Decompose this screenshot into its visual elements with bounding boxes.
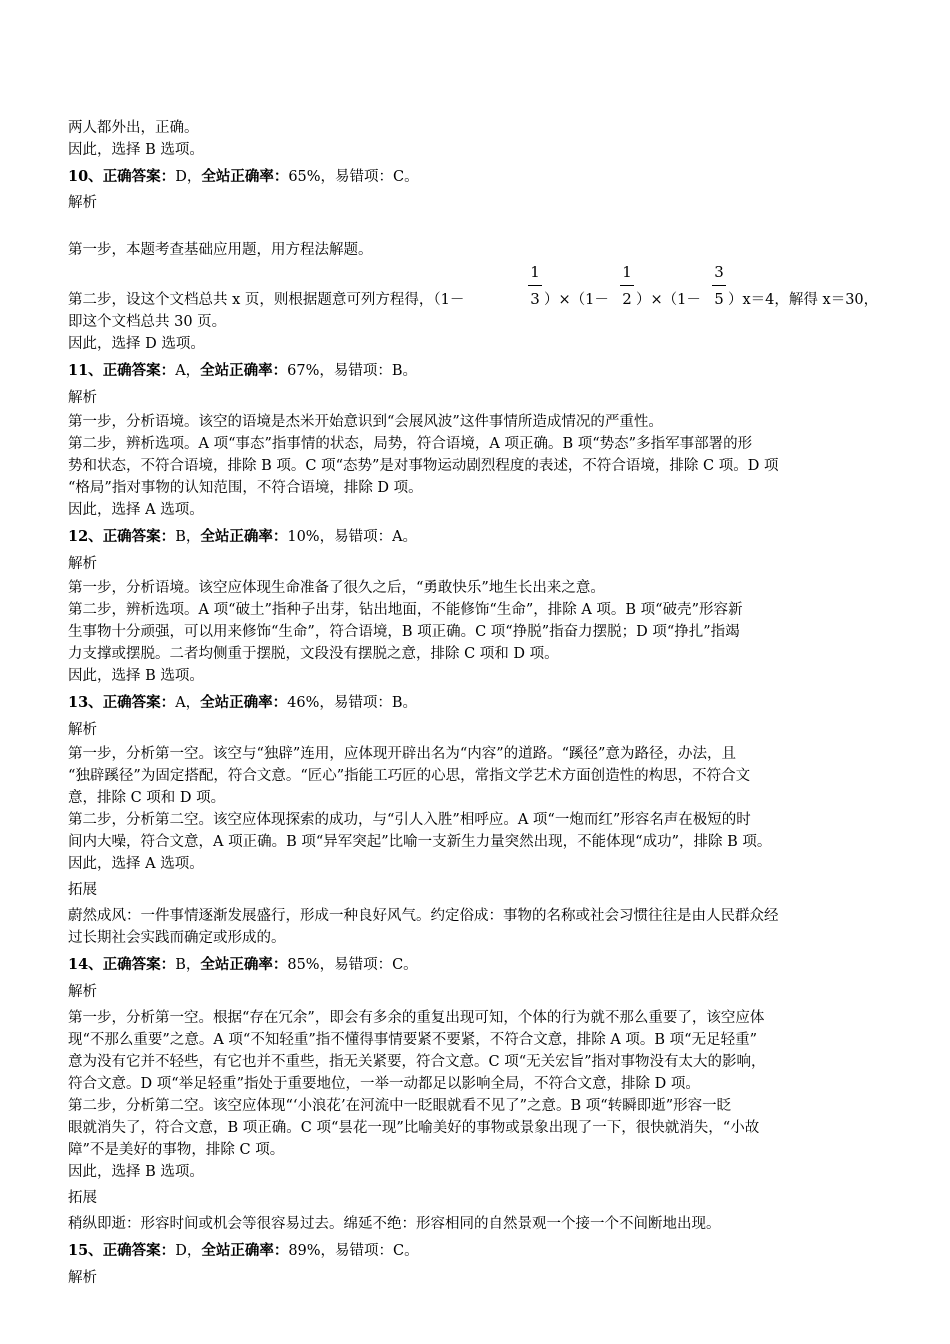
answer-line-q13 xyxy=(68,693,417,713)
question-number: 13、 xyxy=(68,694,103,711)
text-line: 因此，选择 B 选项。 xyxy=(68,1164,204,1180)
text-line: “独辟蹊径”为固定搭配，符合文意。“匠心”指能工巧匠的心思，常指文学艺术方面创造性的构思，不符合文 xyxy=(68,768,751,784)
text-line: 两人都外出，正确。 xyxy=(68,120,199,136)
text-line: 意为没有它并不轻些，有它也并不重些，指无关紧要，符合文意。C 项“无关宏旨”指对事物没有太大的影响， xyxy=(68,1054,766,1070)
section-heading-analysis: 解析 xyxy=(68,722,97,738)
answer-value: A， xyxy=(175,363,201,379)
answer-label: 正确答案： xyxy=(102,362,176,379)
text-line: 眼就消失了，符合文意，B 项正确。C 项“昙花一现”比喻美好的事物或景象出现了一下，很快就消失，“小故 xyxy=(68,1120,760,1136)
text-line: 因此，选择 B 选项。 xyxy=(68,668,204,684)
text-line: 现“不那么重要”之意。A 项“不知轻重”指不懂得事情要紧不要紧，不符合文意，排除 A 项。B 项“无足轻重” xyxy=(68,1032,758,1048)
text-line: 因此，选择 A 选项。 xyxy=(68,856,204,872)
equation-suffix: ）x＝4，解得 x＝30， xyxy=(728,292,879,308)
answer-label: 正确答案： xyxy=(102,1242,176,1259)
rate-label: 全站正确率： xyxy=(201,1242,289,1259)
text-line: 第二步，分析第二空。该空应体现“‘小浪花’在河流中一眨眼就看不见了”之意。B 项“转瞬即逝”形容一眨 xyxy=(68,1098,732,1114)
text-line: 因此，选择 D 选项。 xyxy=(68,336,205,352)
answer-label: 正确答案： xyxy=(102,694,176,711)
section-heading-extension: 拓展 xyxy=(68,1190,97,1206)
answer-line-q14 xyxy=(68,955,418,975)
answer-label: 正确答案： xyxy=(102,528,176,545)
rate-value: 10%，易错项：A。 xyxy=(287,529,418,545)
text-line: 过长期社会实践而确定或形成的。 xyxy=(68,930,286,946)
answer-label: 正确答案： xyxy=(102,956,176,973)
answer-line-q15 xyxy=(68,1241,419,1261)
text-line: 蔚然成风：一件事情逐渐发展盛行，形成一种良好风气。约定俗成：事物的名称或社会习惯往往是由人民群众经 xyxy=(68,908,779,924)
text-line: 因此，选择 B 选项。 xyxy=(68,142,204,158)
text-line: 因此，选择 A 选项。 xyxy=(68,502,204,518)
question-number: 10、 xyxy=(68,168,103,185)
text-line: 力支撑或摆脱。二者均侧重于摆脱，文段没有摆脱之意，排除 C 项和 D 项。 xyxy=(68,646,559,662)
answer-line-q10 xyxy=(68,167,419,187)
rate-label: 全站正确率： xyxy=(201,168,289,185)
rate-value: 67%，易错项：B。 xyxy=(287,363,418,379)
section-heading-analysis: 解析 xyxy=(68,390,97,406)
rate-label: 全站正确率： xyxy=(200,956,288,973)
fraction-one-third: 1 3 xyxy=(528,262,542,309)
answer-label: 正确答案： xyxy=(102,168,176,185)
text-line: 稍纵即逝：形容时间或机会等很容易过去。绵延不绝：形容相同的自然景观一个接一个不间断地出现。 xyxy=(68,1216,721,1232)
rate-value: 65%，易错项：C。 xyxy=(288,169,419,185)
question-number: 14、 xyxy=(68,956,103,973)
text-line: 势和状态，不符合语境，排除 B 项。C 项“态势”是对事物运动剧烈程度的表述，不符合语境，排除 C 项。D 项 xyxy=(68,458,779,474)
text-line: 障”不是美好的事物，排除 C 项。 xyxy=(68,1142,285,1158)
question-number: 11、 xyxy=(68,362,103,379)
question-number: 15、 xyxy=(68,1242,103,1259)
rate-value: 89%，易错项：C。 xyxy=(288,1243,419,1259)
rate-label: 全站正确率： xyxy=(200,362,288,379)
answer-value: A， xyxy=(175,695,201,711)
text-line: 第二步，辨析选项。A 项“破土”指种子出芽，钻出地面，不能修饰“生命”，排除 A 项。B 项“破壳”形容新 xyxy=(68,602,743,618)
rate-value: 85%，易错项：C。 xyxy=(287,957,418,973)
text-line: “格局”指对事物的认知范围，不符合语境，排除 D 项。 xyxy=(68,480,423,496)
question-number: 12、 xyxy=(68,528,103,545)
text-line: 第二步，分析第二空。该空应体现探索的成功，与“引人入胜”相呼应。A 项“一炮而红”形容名声在极短的时 xyxy=(68,812,751,828)
text-line: 第一步，分析语境。该空的语境是杰米开始意识到“会展风波”这件事情所造成情况的严重性。 xyxy=(68,414,663,430)
text-line: 第一步，分析语境。该空应体现生命准备了很久之后，“勇敢快乐”地生长出来之意。 xyxy=(68,580,605,596)
equation-mid: ）×（1－ xyxy=(636,292,701,308)
answer-value: B， xyxy=(175,529,201,545)
section-heading-analysis: 解析 xyxy=(68,984,97,1000)
text-line: 间内大噪，符合文意，A 项正确。B 项“异军突起”比喻一支新生力量突然出现，不能体现“成功”，排除 B 项。 xyxy=(68,834,772,850)
rate-label: 全站正确率： xyxy=(200,528,288,545)
section-heading-analysis: 解析 xyxy=(68,195,97,211)
equation-mid: ）×（1－ xyxy=(544,292,609,308)
text-line: 第二步，辨析选项。A 项“事态”指事情的状态，局势，符合语境，A 项正确。B 项“势态”多指军事部署的形 xyxy=(68,436,753,452)
section-heading-analysis: 解析 xyxy=(68,1270,97,1286)
equation-prefix: 第二步，设这个文档总共 x 页，则根据题意可列方程得，（1－ xyxy=(68,292,465,308)
section-heading-extension: 拓展 xyxy=(68,882,97,898)
answer-line-q11 xyxy=(68,361,417,381)
section-heading-analysis: 解析 xyxy=(68,556,97,572)
rate-value: 46%，易错项：B。 xyxy=(287,695,418,711)
fraction-three-fifths: 3 5 xyxy=(712,262,726,309)
text-line: 意，排除 C 项和 D 项。 xyxy=(68,790,226,806)
answer-value: B， xyxy=(175,957,201,973)
equation-line xyxy=(68,262,888,318)
rate-label: 全站正确率： xyxy=(200,694,288,711)
answer-value: D， xyxy=(175,1243,202,1259)
answer-line-q12 xyxy=(68,527,417,547)
text-line: 第一步，分析第一空。该空与“独辟”连用，应体现开辟出名为“内容”的道路。“蹊径”意为路径，办法，且 xyxy=(68,746,736,762)
text-line: 第一步，本题考查基础应用题，用方程法解题。 xyxy=(68,242,373,258)
answer-value: D， xyxy=(175,169,202,185)
text-line: 第一步，分析第一空。根据“存在冗余”，即会有多余的重复出现可知，个体的行为就不那么重要了，该空应体 xyxy=(68,1010,765,1026)
text-line: 生事物十分顽强，可以用来修饰“生命”，符合语境，B 项正确。C 项“挣脱”指奋力摆脱；D 项“挣扎”指竭 xyxy=(68,624,740,640)
text-line: 即这个文档总共 30 页。 xyxy=(68,314,227,330)
fraction-one-half: 1 2 xyxy=(620,262,634,309)
text-line: 符合文意。D 项“举足轻重”指处于重要地位，一举一动都足以影响全局，不符合文意，排除 D 项。 xyxy=(68,1076,700,1092)
